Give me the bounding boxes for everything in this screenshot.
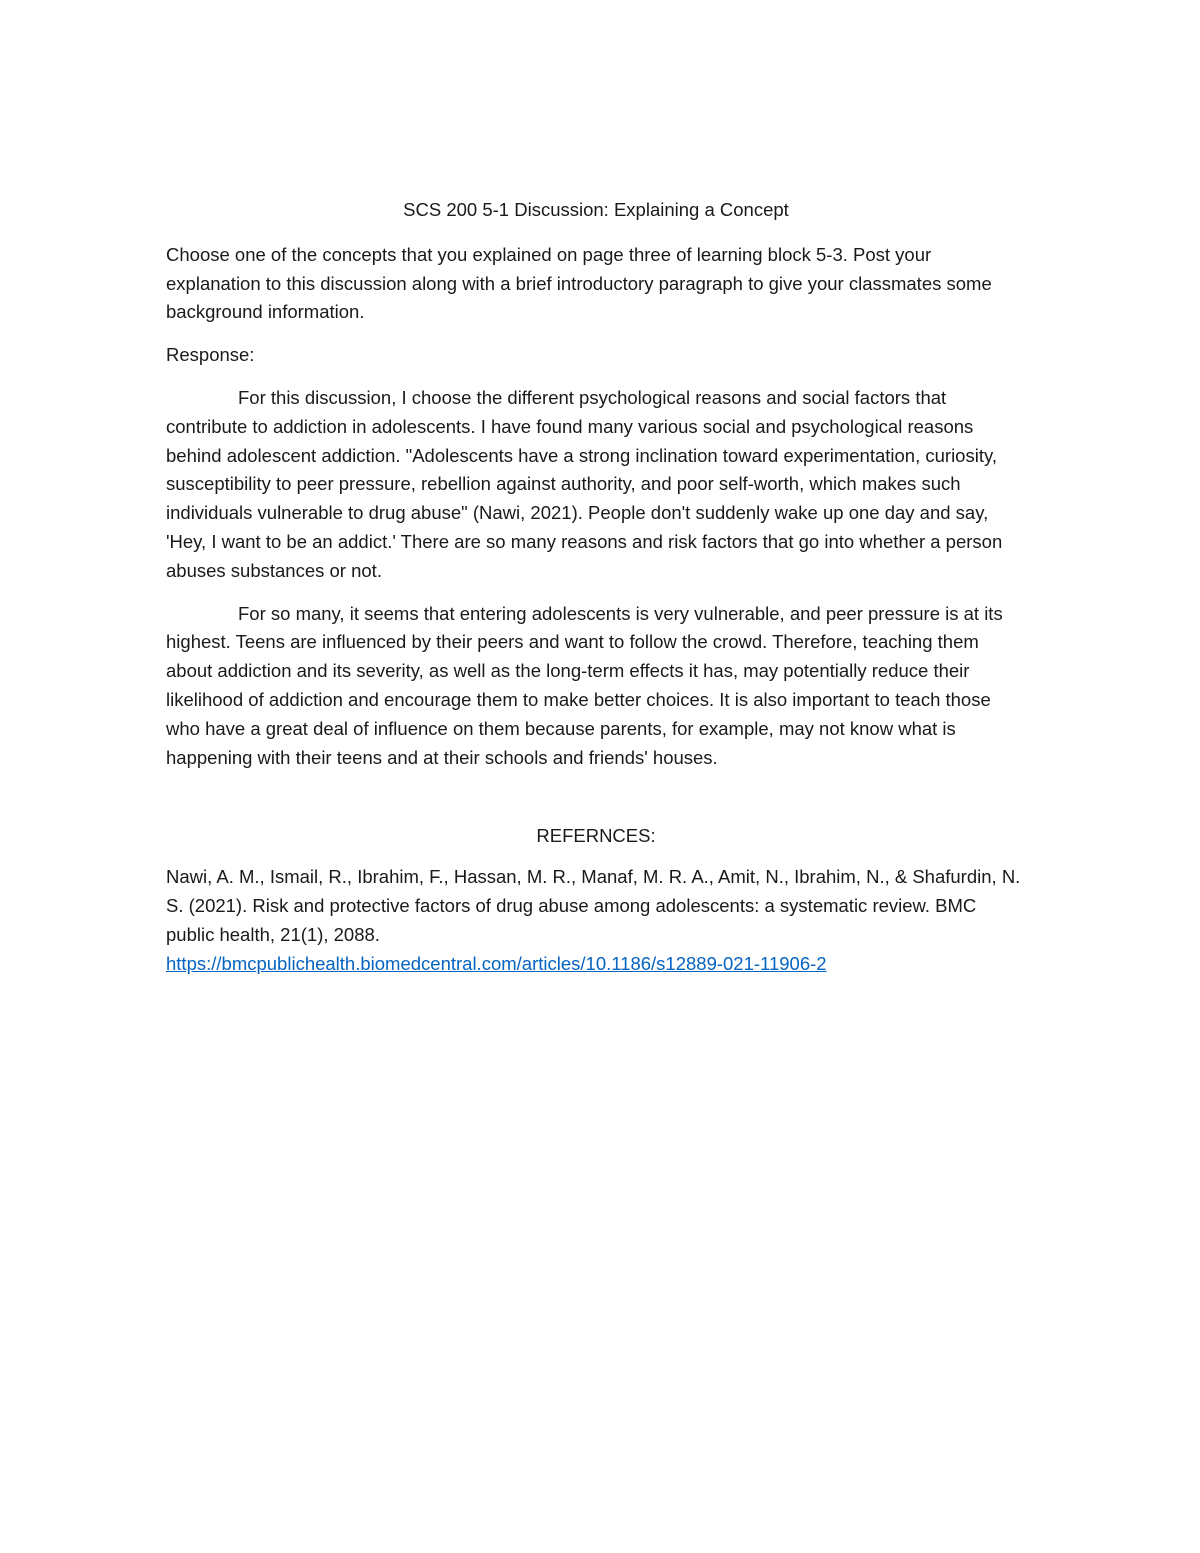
response-paragraph-1: For this discussion, I choose the different psychological reasons and social factors that contribute to addiction in adolescents. I have found many various social and psychological reasons behind adolescent addiction. "Adolescents have a strong inclination toward experimentation, curiosity, susceptibility to peer pressure, rebellion against authority, and poor self-worth, which makes such individuals vulnerable to drug abuse" (Nawi, 2021). People don't suddenly wake up one day and say, 'Hey, I want to be an addict.' There are so many reasons and risk factors that go into whether a person abuses substances or not. (166, 386, 1003, 581)
references-heading: REFERNCES: (536, 825, 656, 847)
response-label: Response: (166, 344, 255, 366)
response-paragraph-2: For so many, it seems that entering adolescents is very vulnerable, and peer pressure is at its highest. Teens are influenced by their peers and want to follow the crowd. Therefore, teaching them about addiction and its severity, as well as the long-term effects it has, may potentially reduce their likelihood of addiction and encourage them to make better choices. It is also important to teach those who have a great deal of influence on them because parents, for example, may not know what is happening with their teens and at their schools and friends' houses. (166, 602, 1003, 768)
document-page (166, 196, 1026, 978)
reference-link[interactable]: https://bmcpublichealth.biomedcentral.com/articles/10.1186/s12889-021-11906-2 (166, 952, 827, 974)
reference-citation: Nawi, A. M., Ismail, R., Ibrahim, F., Hassan, M. R., Manaf, M. R. A., Amit, N., Ibrahim, N., & Shafurdin, N. S. (2021). Risk and protective factors of drug abuse among adolescents: a systematic review. BMC public health, 21(1), 2088. (166, 866, 1021, 945)
discussion-prompt: Choose one of the concepts that you explained on page three of learning block 5-3. Post your explanation to this discussion along with a brief introductory paragraph to give your classmates some background information. (166, 243, 992, 323)
reference-entry (166, 863, 1026, 978)
document-title: SCS 200 5-1 Discussion: Explaining a Concept (403, 199, 789, 220)
